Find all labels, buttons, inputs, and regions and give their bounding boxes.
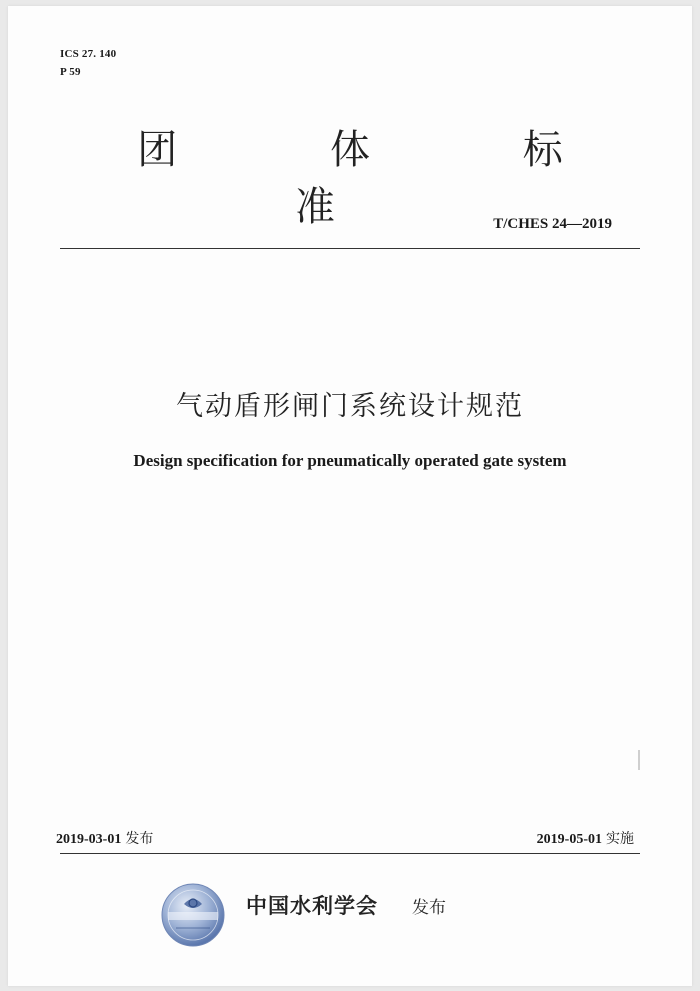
- implement-date: 2019-05-01: [536, 832, 602, 847]
- release-label: 发布: [125, 831, 154, 847]
- standard-type-heading: 团 体 标 准: [137, 127, 633, 230]
- release-date: 2019-03-01: [56, 832, 122, 847]
- hologram-seal-icon: [160, 882, 226, 948]
- title-chinese: 气动盾形闸门系统设计规范: [176, 391, 524, 422]
- release-date-line: [56, 828, 153, 848]
- ccs-code: P 59: [60, 66, 81, 78]
- scan-mark: [638, 750, 640, 770]
- implement-label: 实施: [606, 831, 634, 847]
- bottom-divider: [60, 853, 640, 854]
- publisher-name: 中国水利学会: [246, 894, 378, 918]
- standard-number: T/CHES 24—2019: [493, 216, 612, 232]
- implement-date-line: [537, 828, 634, 848]
- title-english: Design specification for pneumatically operated gate system: [133, 451, 567, 470]
- standard-cover-page: [8, 6, 692, 986]
- publish-label: 发布: [412, 898, 446, 918]
- ics-code: ICS 27. 140: [60, 48, 117, 60]
- top-divider: [60, 248, 640, 249]
